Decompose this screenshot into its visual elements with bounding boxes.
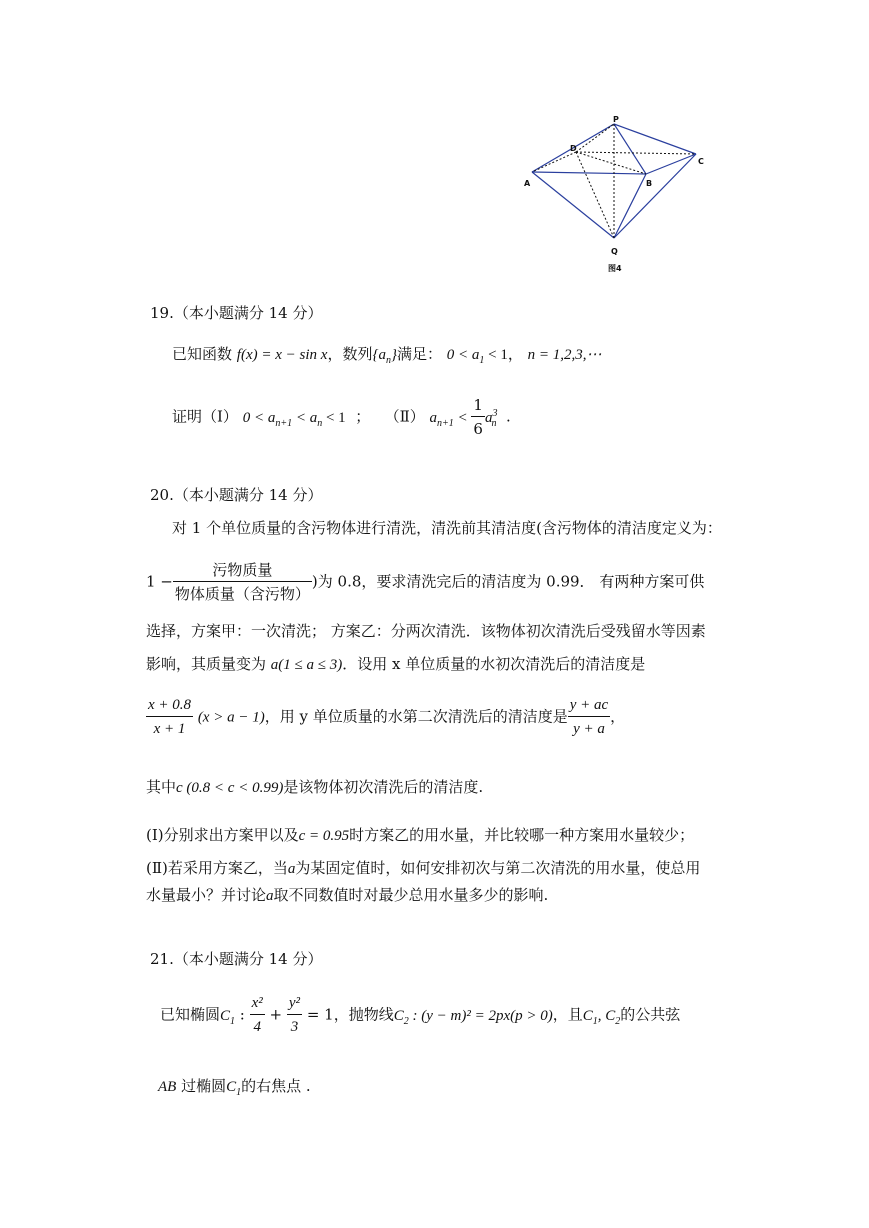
q19-end: . — [506, 407, 511, 426]
label-B: B — [646, 179, 653, 188]
q20-frac-first: $\frac{x + 0.8}{x + 1}$ — [146, 694, 193, 741]
q20-a-var2: a — [266, 888, 274, 904]
q21-header: 21.（本小题满分 14 分） — [150, 950, 323, 968]
q20-c-value: c = 0.95 — [298, 828, 350, 844]
q20-header: 20.（本小题满分 14 分） — [150, 486, 323, 504]
q21-line1: 已知椭圆$C_1$ : $\frac{\text{x²}}{4}$ + $\frac{\text{y²}}{3}$ = 1，抛物线$C_2$ : (y − m)² = 2px(p > 0)，且$C_1$, $C_2$的公共弦 — [160, 992, 680, 1039]
q19-satisfy: 满足： — [396, 345, 442, 363]
q20-line6: 其中c (0.8 < c < 0.99)是该物体初次清洗后的清洁度. — [146, 778, 484, 796]
edge-DC — [576, 152, 696, 154]
q19-func: f(x) = x − sin x — [236, 347, 328, 363]
edge-DP — [576, 124, 614, 152]
q20-line5: $\frac{x + 0.8}{x + 1}$ (x > a − 1)，用 y 单位质量的水第二次清洗后的清洁度是 $\frac{y + ac}{y + a}$ ， — [146, 694, 625, 741]
q19-line2 — [172, 394, 511, 441]
edge-PB — [614, 124, 646, 174]
label-P: P — [613, 115, 619, 124]
q20-frac-second: $\frac{y + ac}{y + a}$ — [568, 694, 610, 741]
q21-ab: AB — [158, 1079, 177, 1095]
q21-c1-focus: $C_1$ — [226, 1079, 242, 1098]
edge-AB — [532, 172, 646, 174]
label-C: C — [698, 157, 704, 166]
q20-line1: 对 1 个单位质量的含污物体进行清洗，清洗前其清洁度(含污物体的清洁度定义为： — [172, 519, 722, 537]
q19-frac: $\frac{1}{6}$ — [473, 396, 483, 438]
q19-line1 — [172, 343, 602, 366]
geometry-figure — [516, 112, 716, 282]
q19-header: 19.（本小题满分 14 分） — [150, 304, 323, 322]
edge-BQ — [614, 174, 646, 238]
q19-part2-label: （Ⅱ） — [384, 407, 425, 426]
q20-x-cond: (x > a − 1) — [197, 709, 265, 726]
edge-PC — [614, 124, 696, 154]
q19-an-cubed: $a^3_n$ — [484, 407, 498, 429]
q20-def-frac: $\frac{\text{污物质量}}{\text{物体质量（含污物）}}$ — [174, 561, 310, 603]
edge-DB — [576, 152, 646, 174]
label-Q: Q — [611, 247, 618, 256]
q19-cond: $0 < a_1 < 1$， — [446, 347, 523, 366]
q20-l2-rest: )为 0.8，要求清洗完后的清洁度为 0.99． 有两种方案可供 — [311, 572, 705, 591]
q20-one-minus: 1 − — [146, 572, 173, 591]
figure-caption: 图4 — [608, 264, 622, 273]
q20-line3: 选择，方案甲：一次清洗； 方案乙：分两次清洗．该物体初次清洗后受残留水等因素 — [146, 622, 706, 640]
edge-DA — [532, 152, 576, 172]
edge-CQ — [614, 154, 696, 238]
q21-frac-x: $\frac{\text{x²}}{4}$ — [250, 992, 265, 1039]
q19-part2: $a_{n+1}$ < — [429, 409, 472, 429]
q20-line4: 影响，其质量变为 a(1 ≤ a ≤ 3)．设用 x 单位质量的水初次清洗后的清洁度是 — [146, 655, 646, 673]
q19-part1: $0 < a_{n+1} < a_n < 1$ — [242, 409, 346, 429]
q21-c2: $C_2$ : (y − m)² = 2px(p > 0) — [393, 1007, 553, 1027]
label-D: D — [570, 144, 577, 153]
q20-part2-cont: 水量最小？并讨论a取不同数值时对最少总用水量多少的影响. — [146, 886, 549, 904]
q20-part1: (Ⅰ)分别求出方案甲以及c = 0.95时方案乙的用水量，并比较哪一种方案用水量较少； — [146, 826, 695, 844]
q21-c1c2: $C_1$, $C_2$ — [582, 1007, 621, 1027]
q21-frac-y: $\frac{\text{y²}}{3}$ — [287, 992, 302, 1039]
q19-sep: ； — [355, 407, 371, 426]
q20-a-var: a — [287, 861, 296, 877]
q21-c1: $C_1$ — [220, 1007, 236, 1027]
q20-part2: (Ⅱ)若采用方案乙，当a为某固定值时，如何安排初次与第二次清洗的用水量，使总用 — [146, 859, 701, 877]
edge-DQ — [576, 152, 614, 238]
q19-l1-mid: ，数列 — [327, 345, 373, 363]
q20-line2 — [146, 559, 704, 606]
q20-c-range: c (0.8 < c < 0.99) — [176, 780, 284, 796]
q20-a-range: a(1 ≤ a ≤ 3) — [270, 657, 343, 673]
q21-line2: AB 过椭圆$C_1$的右焦点 . — [158, 1077, 311, 1098]
dashed-edges — [532, 124, 696, 238]
q19-l1-prefix: 已知函数 — [172, 345, 233, 363]
q19-prove-label: 证明（Ⅰ） — [172, 407, 238, 426]
edge-BC — [646, 154, 696, 174]
q19-n-range: n = 1,2,3,⋯ — [527, 347, 602, 363]
label-A: A — [524, 179, 531, 188]
edge-AQ — [532, 172, 614, 238]
q19-seq: $\{a_n\}$ — [372, 347, 397, 366]
